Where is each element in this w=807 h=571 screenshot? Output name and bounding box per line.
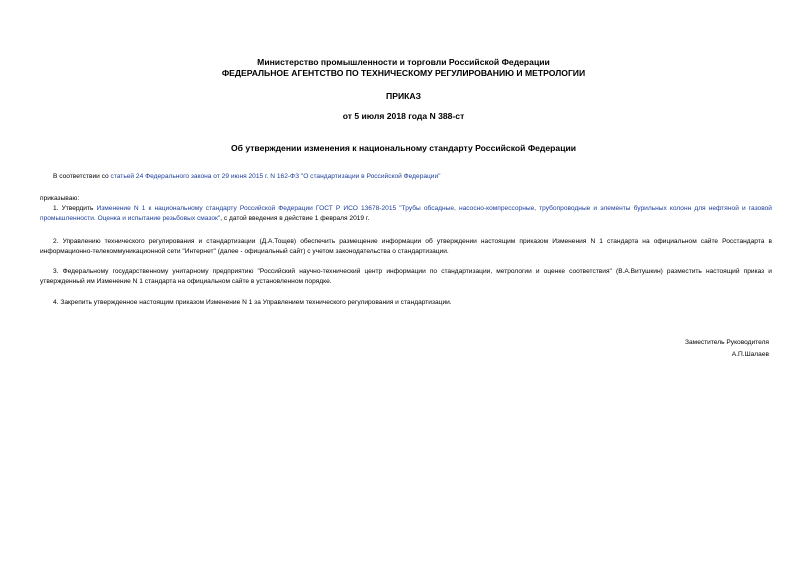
order-item-1 xyxy=(40,204,772,224)
federal-law-link[interactable]: статьей 24 Федерального закона от 29 июня 2015 г. N 162-ФЗ "О стандартизации в Российской Федерации" xyxy=(110,173,441,180)
signatory-name: А.П.Шалаев xyxy=(731,351,769,358)
ministry-name: Министерство промышленности и торговли Российской Федерации xyxy=(257,57,550,67)
order-word: приказываю: xyxy=(40,195,80,202)
item1-prefix: 1. Утвердить xyxy=(53,205,97,212)
basis-prefix: В соответствии со xyxy=(53,173,111,180)
basis-paragraph xyxy=(53,172,773,182)
agency-name: ФЕДЕРАЛЬНОЕ АГЕНТСТВО ПО ТЕХНИЧЕСКОМУ РЕГУЛИРОВАНИЮ И МЕТРОЛОГИИ xyxy=(221,68,586,78)
order-item-2: 2. Управлению технического регулирования и стандартизации (Д.А.Тощев) обеспечить размещение информации об утверждении настоящим приказом Изменения N 1 стандарта на официальном сайте Росстандарта в информационно-телекоммуникационной сети "Интернет" (далее - официальный сайт) с учетом законодательства о стандартизации. xyxy=(40,238,772,255)
amendment-link[interactable]: Изменение N 1 к национальному стандарту Российской Федерации ГОСТ Р ИСО 13678-2015 "Трубы обсадные, насосно-компрессорные, трубопроводные и элементы бурильных колонн для нефтяной и газовой промышленности. Оценка и испытание резьбовых смазок" xyxy=(40,205,772,222)
item1-suffix: , с датой введения в действие 1 февраля 2019 г. xyxy=(220,215,370,222)
order-item-4: 4. Закрепить утвержденное настоящим приказом Изменение N 1 за Управлением технического регулирования и стандартизации. xyxy=(53,299,452,306)
document-title: Об утверждении изменения к национальному стандарту Российской Федерации xyxy=(230,143,577,153)
signatory-position: Заместитель Руководителя xyxy=(685,339,769,346)
order-item-3: 3. Федеральному государственному унитарному предприятию "Российский научно-технический центр информации по стандартизации, метрологии и оценке соответствия" (В.А.Витушкин) разместить настоящий приказ и утвержденный им Изменение N 1 стандарта на официальном сайте в установленном порядке. xyxy=(40,268,772,285)
document-type: ПРИКАЗ xyxy=(386,91,421,101)
document-date-number: от 5 июля 2018 года N 388-ст xyxy=(342,111,465,121)
